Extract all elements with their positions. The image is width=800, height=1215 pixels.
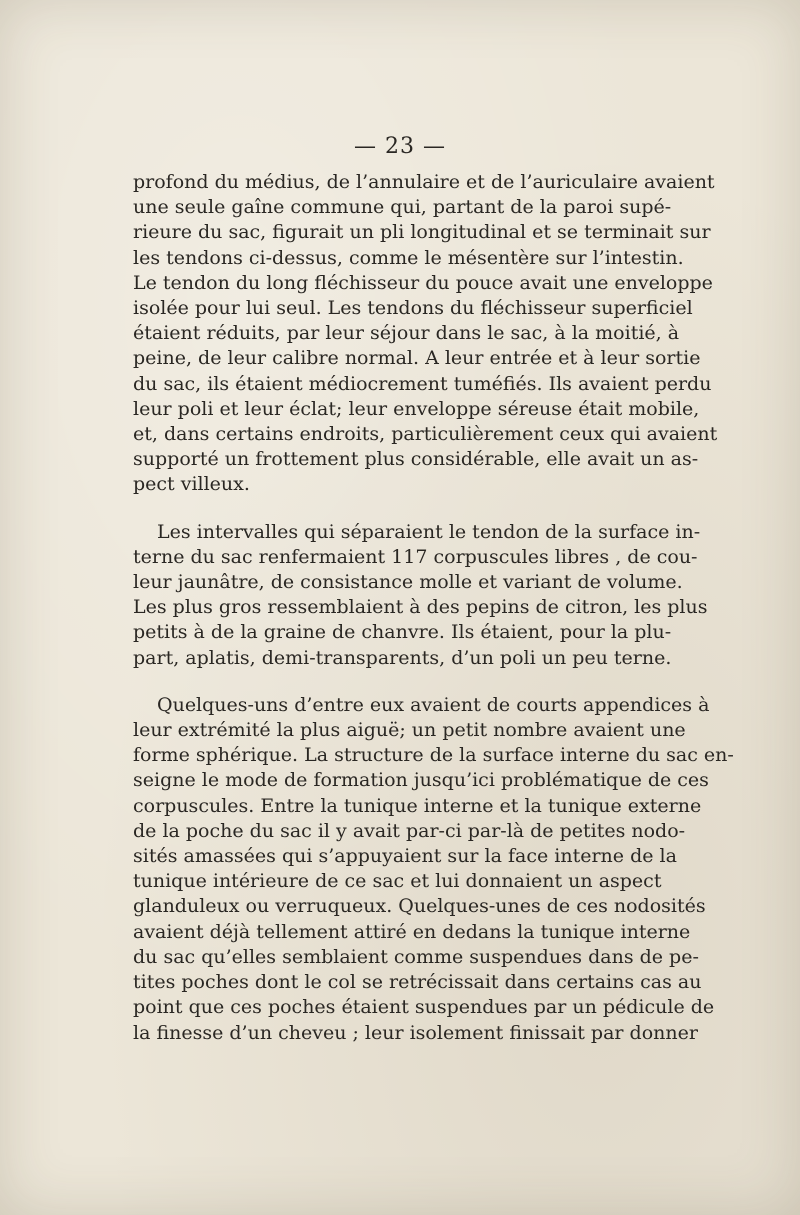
text-line: Les plus gros ressemblaient à des pepins de citron, les plus bbox=[133, 596, 708, 619]
text-line: leur jaunâtre, de consistance molle et variant de volume. bbox=[133, 571, 683, 594]
text-line: tites poches dont le col se retrécissait dans certains cas au bbox=[133, 971, 702, 994]
text-line: supporté un frottement plus considérable, elle avait un as- bbox=[133, 448, 699, 471]
text-line: petits à de la graine de chanvre. Ils étaient, pour la plu- bbox=[133, 621, 672, 644]
text-line: les tendons ci-dessus, comme le mésentère sur l’intestin. bbox=[133, 246, 684, 269]
text-line: étaient réduits, par leur séjour dans le sac, à la moitié, à bbox=[133, 322, 680, 345]
text-line: leur extrémité la plus aiguë; un petit nombre avaient une bbox=[133, 719, 686, 742]
paragraph-2 bbox=[133, 520, 708, 671]
text-line: tunique intérieure de ce sac et lui donnaient un aspect bbox=[133, 870, 662, 893]
text-line: avaient déjà tellement attiré en dedans la tunique interne bbox=[133, 920, 691, 943]
paragraph-1 bbox=[133, 170, 718, 498]
text-line: profond du médius, de l’annulaire et de l’auriculaire avaient bbox=[133, 171, 715, 193]
text-line: glanduleux ou verruqueux. Quelques-unes de ces nodosités bbox=[133, 895, 706, 918]
paragraph-3 bbox=[133, 693, 734, 1046]
text-line: peine, de leur calibre normal. A leur entrée et à leur sortie bbox=[133, 347, 701, 370]
text-line: la finesse d’un cheveu ; leur isolement finissait par donner bbox=[133, 1021, 698, 1044]
text-line: une seule gaîne commune qui, partant de la paroi supé- bbox=[133, 196, 672, 219]
text-line: du sac qu’elles semblaient comme suspendues dans de pe- bbox=[133, 945, 699, 968]
text-line: corpuscules. Entre la tunique interne et la tunique externe bbox=[133, 794, 702, 817]
text-line: de la poche du sac il y avait par-ci par-là de petites nodo- bbox=[133, 819, 686, 842]
body-text bbox=[133, 170, 734, 1068]
text-line: Les intervalles qui séparaient le tendon de la surface in- bbox=[157, 520, 701, 543]
text-line: pect villeux. bbox=[133, 473, 250, 496]
text-line: forme sphérique. La structure de la surface interne du sac en- bbox=[133, 744, 734, 767]
text-line: part, aplatis, demi-transparents, d’un poli un peu terne. bbox=[133, 646, 672, 669]
text-line: leur poli et leur éclat; leur enveloppe séreuse était mobile, bbox=[133, 397, 700, 420]
page-number: — 23 — bbox=[354, 134, 446, 159]
text-line: du sac, ils étaient médiocrement tuméfiés. Ils avaient perdu bbox=[133, 372, 712, 395]
text-line: Le tendon du long fléchisseur du pouce avait une enveloppe bbox=[133, 271, 713, 294]
text-line: terne du sac renfermaient 117 corpuscules libres , de cou- bbox=[133, 545, 698, 568]
text-line: seigne le mode de formation jusqu’ici problématique de ces bbox=[133, 769, 709, 792]
text-line: Quelques-uns d’entre eux avaient de courts appendices à bbox=[157, 693, 710, 716]
text-line: rieure du sac, figurait un pli longitudinal et se terminait sur bbox=[133, 221, 711, 244]
text-line: point que ces poches étaient suspendues par un pédicule de bbox=[133, 996, 715, 1019]
text-line: isolée pour lui seul. Les tendons du fléchisseur superficiel bbox=[133, 297, 693, 320]
text-line: et, dans certains endroits, particulièrement ceux qui avaient bbox=[133, 423, 718, 446]
text-line: sités amassées qui s’appuyaient sur la face interne de la bbox=[133, 845, 677, 868]
